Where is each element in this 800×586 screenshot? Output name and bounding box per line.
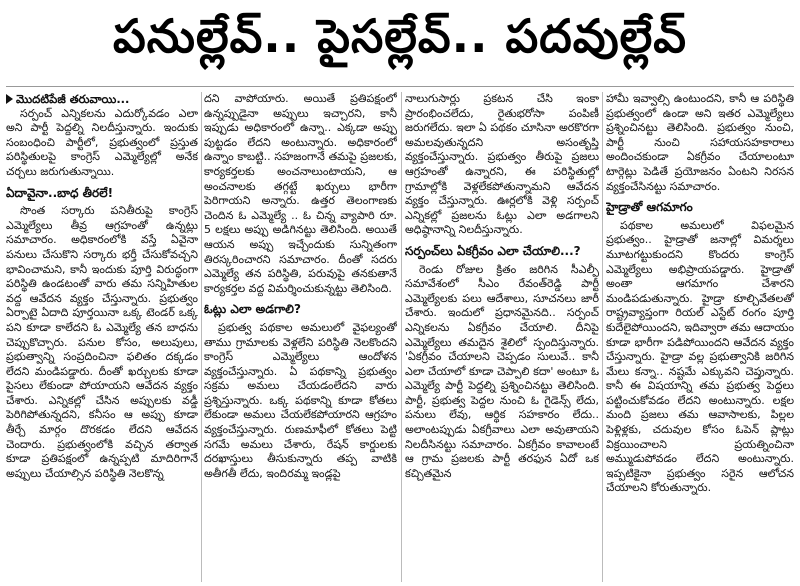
paragraph: నాలుగుసార్లు ప్రకటన చేసి ఇంకా ప్రారంభించలేదు, రైతుభరోసా పంపిణీ జరుగలేదు. ఇలా ఏ పథకం చూసినా అరకొరగా అమలవుతున్నదని అసంతృప్తి వ్యక్తంచేస్తున్నారు. ప్రభుత్వం తీరుపై ప్రజలు ఆగ్రహంతో ఉన్నారని, ఈ పరిస్థితుల్లో గ్రామాల్లోకి వెళ్లలేకపోతున్నామని ఆవేదన వ్యక్తం చేస్తున్నారు. ఊర్లలోకి వెళ్లి సర్పంచ్ ఎన్నికల్లో ప్రజలను ఓట్లు ఎలా అడగాలని అధిష్ఠానాన్ని నిలదీస్తున్నారు. [405,92,599,237]
column-divider [401,92,402,582]
play-arrow-icon [6,94,13,104]
article-columns [6,92,794,582]
paragraph: హామీ ఇవ్వాల్సి ఉంటుందని, కానీ ఆ పరిస్థితి ప్రభుత్వంలో ఉండా అని ఇతర ఎమ్మెల్యేలు ప్రశ్నించినట్టు తెలిసింది. ప్రభుత్వం నుంచి, పార్టీ నుంచి సహాయసహకారాలు అందించకుండా ఏకగ్రీవం చేయాలంటూ టార్గెట్లు పెడితే ప్రయోజనం ఏంటని నిరసన వ్యక్తంచేసినట్టు సమాచారం. [606,92,794,193]
headline: పనుల్లేవ్.. పైసల్లేవ్.. పదవుల్లేవ్ [113,9,687,63]
paragraph: సర్పంచ్ ఎన్నికలను ఎదుర్కోవడం ఎలా అని పార్టీ పెద్దల్ని నిలదీస్తున్నారు. ఇందుకు సంబంధించి పార్టీలో, ప్రభుత్వంలో ప్రస్తుత పరిస్థితులపై కాంగ్రెస్ ఎమ్మెల్యేల్లో అనేక చర్చలు జరుగుతున్నాయి. [6,106,198,178]
paragraph: పథకాల అమలులో విఫలమైన ప్రభుత్వం.. హైడ్రాతో జనాల్లో విమర్శలు మూటగట్టుకుందని కొందరు కాంగ్రెస్ ఎమ్మెల్యేలు అభిప్రాయపడ్డారు. హైడ్రాతో అంతా ఆగమాగం చేశారని మండిపడుతున్నారు. హైడ్రా కూల్చివేతలతో రాష్ట్రవ్యాప్తంగా రియల్ ఎస్టేట్ రంగం పూర్తి కుదేలైపోయిందని, ఇదివ్వారా తమ ఆదాయం కూడా భారీగా పడిపోయిందని ఆవేదన వ్యక్తం చేస్తున్నారు. హైడ్రా వల్ల ప్రభుత్వానికి జరిగిన మేలు కన్నా.. నష్టమే ఎక్కువని చెప్తున్నారు. కానీ ఈ విషయాన్ని తమ ప్రభుత్వ పెద్దలు పట్టించుకోవడం లేదని అంటున్నారు. లక్షల మంది ప్రజలు తమ ఆవాసాలకు, పిల్లల పెళ్లిళ్లకు, చదువుల కోసం ఓపెన్ ప్లాట్లు విక్రయించాలని ప్రయత్నించినా అమ్ముడుపోవడం లేదని అంటున్నారు. ఇప్పటికైనా ప్రభుత్వం సరైన ఆలోచన చేయాలని కోరుతున్నారు. [606,218,794,495]
subheading: సర్పంచ్‌లు ఏకగ్రీవం ఎలా చేయాలి...? [405,243,581,258]
subheading: ఓట్లు ఎలా అడగాలి? [204,302,301,317]
column-4 [606,92,794,582]
column-divider [602,92,603,582]
paragraph: దని వాపోయారు. అయితే ప్రతిపక్షంలో ఉన్నప్పుడైనా అప్పులు ఇచ్చారని, కానీ ఇప్పుడు అధికారంలో ఉన్నా.. ఎక్కడా అప్పు పుట్టడం లేదని అంటున్నారు. అధికారంలో ఉన్నాం కాబట్టి.. సహజంగానే తమపై ప్రజలకు, కార్యకర్తలకు అంచనాలుంటాయని, ఆ అంచనాలకు తగ్గట్టే ఖర్చులు భారీగా పెరిగాయని అన్నారు. ఉత్తర తెలంగాణకు చెందిన ఓ ఎమ్మెల్యే .. ఓ చిన్న వ్యాపారి రూ. 5 లక్షలు అప్పు అడిగినట్టు తెలిసింది. అయితే ఆయన అప్పు ఇచ్చేందుకు సున్నితంగా తిరస్కరించారని సమాచారం. దీంతో సదరు ఎమ్మెల్యే తన పరిస్థితి, పరువుపై తనకుతానే కార్యకర్తల వద్ద విమర్శించుకున్నట్టు తెలిసింది. [204,92,397,295]
column-divider [201,92,202,582]
subheading: ఏదావైనా..బాధ తీరలే! [6,185,114,200]
column-2 [204,92,397,582]
kicker-text: మొదటిపేజీ తరువాయి... [16,92,130,106]
subheading: హైడ్రాతో ఆగమాగం [606,200,693,215]
column-3 [405,92,599,582]
headline-rule [6,86,794,87]
paragraph: రెండు రోజుల క్రితం జరిగిన సీఎల్పీ సమావేశంలో సీఎం రేవంత్‌రెడ్డి పార్టీ ఎమ్మెల్యేలకు పలు ఆదేశాలు, సూచనలు జారీ చేశారు. ఇందులో ప్రధానమైనది.. సర్పంచ్ ఎన్నికలను ఏకగ్రీవం చేయాలి. దీనిపై ఎమ్మెల్యేలు తమదైన శైలిలో స్పందిస్తున్నారు. 'ఏకగ్రీవం చేయాలని చెప్పడం సులువే.. కానీ ఎలా చేయాలో కూడా చెప్పాలి కదా' అంటూ ఓ ఎమ్మెల్యే పార్టీ పెద్దల్ని ప్రశ్నించినట్టు తెలిసింది. పార్టీ, ప్రభుత్వ పెద్దల నుంచి ఓ గైడెన్స్ లేదు, పనులు లేవు, ఆర్థిక సహకారం లేదు.. అలాంటప్పుడు ఏకగ్రీవాలు ఎలా అవుతాయని నిలదీసినట్టు సమాచారం. ఏకగ్రీవం కావాలంటే ఆ గ్రామ ప్రజలకు పార్టీ తరఫున ఏదో ఒక కచ్చితమైన [405,262,599,480]
paragraph: సొంత సర్కారు పనితీరుపై కాంగ్రెస్ ఎమ్మెల్యేలు తీవ్ర ఆగ్రహంతో ఉన్నట్లు సమాచారం. అధికారంలోకి వస్తే ఏవైనా పనులు చేసుకొని సర్కారు భర్తీ చేసుకోవచ్చని భావించామని, కానీ ఇందుకు పూర్తి విరుద్ధంగా పరిస్థితి ఉండటంతో వారు తమ సన్నిహితుల వద్ద ఆవేదన వ్యక్తం చేస్తున్నారు. ప్రభుత్వం ఏర్పాటై ఏదాది పూర్తయినా ఒక్క టెండర్ ఒక్క పని కూడా కాలేదని ఓ ఎమ్మెల్యే తన బాధను చెప్పుకొచ్చారు. పనుల కోసం, అలుపులు, ప్రభుత్వాన్ని సంప్రదించినా ఫలితం దక్కడం లేదని మండిపడ్డారు. దీంతో ఖర్చులకు కూడా పైసలు లేకుండా పోయాయని ఆవేదన వ్యక్తం చేశారు. ఎన్నికల్లో చేసిన అప్పులకు వడ్డీ పెరిగిపోతున్నదని, కనీసం ఆ అప్పు కూడా తీర్చే మార్గం దొరకడం లేదని ఆవేదన చెందారు. ప్రభుత్వంలోకి వచ్చిన తర్వాత కూడా ప్రతిపక్షంలో ఉన్నప్పటి మాదిరిగానే అప్పులు చేయాల్సిన పరిస్థితి నెలకొన్న [6,204,198,480]
column-1 [6,92,198,582]
paragraph: ప్రభుత్వ పథకాల అమలులో వైఫల్యంతో తాము గ్రామాలకు వెళ్లలేని పరిస్థితి నెలకొందని కాంగ్రెస్ ఎమ్మెల్యేలు ఆందోళన వ్యక్తంచేస్తున్నారు. ఏ పథకాన్ని ప్రభుత్వం సక్రమ అమలు చేయడంలేదని వారు ప్రశ్నిస్తున్నారు. ఒక్క పథకాన్ని కూడా కోతలు లేకుండా అమలు చేయలేకపోయారని ఆగ్రహం వ్యక్తంచేస్తున్నారు. రుణమాఫీలో కోతలు పెట్టి సగమే అమలు చేశారు, రేషన్ కార్డులకు దరఖాస్తులు తీసుకున్నారు తప్ప వాటికి అతీగతీ లేదు, ఇందిరమ్మ ఇండ్లపై [204,320,397,480]
kicker [6,92,198,107]
